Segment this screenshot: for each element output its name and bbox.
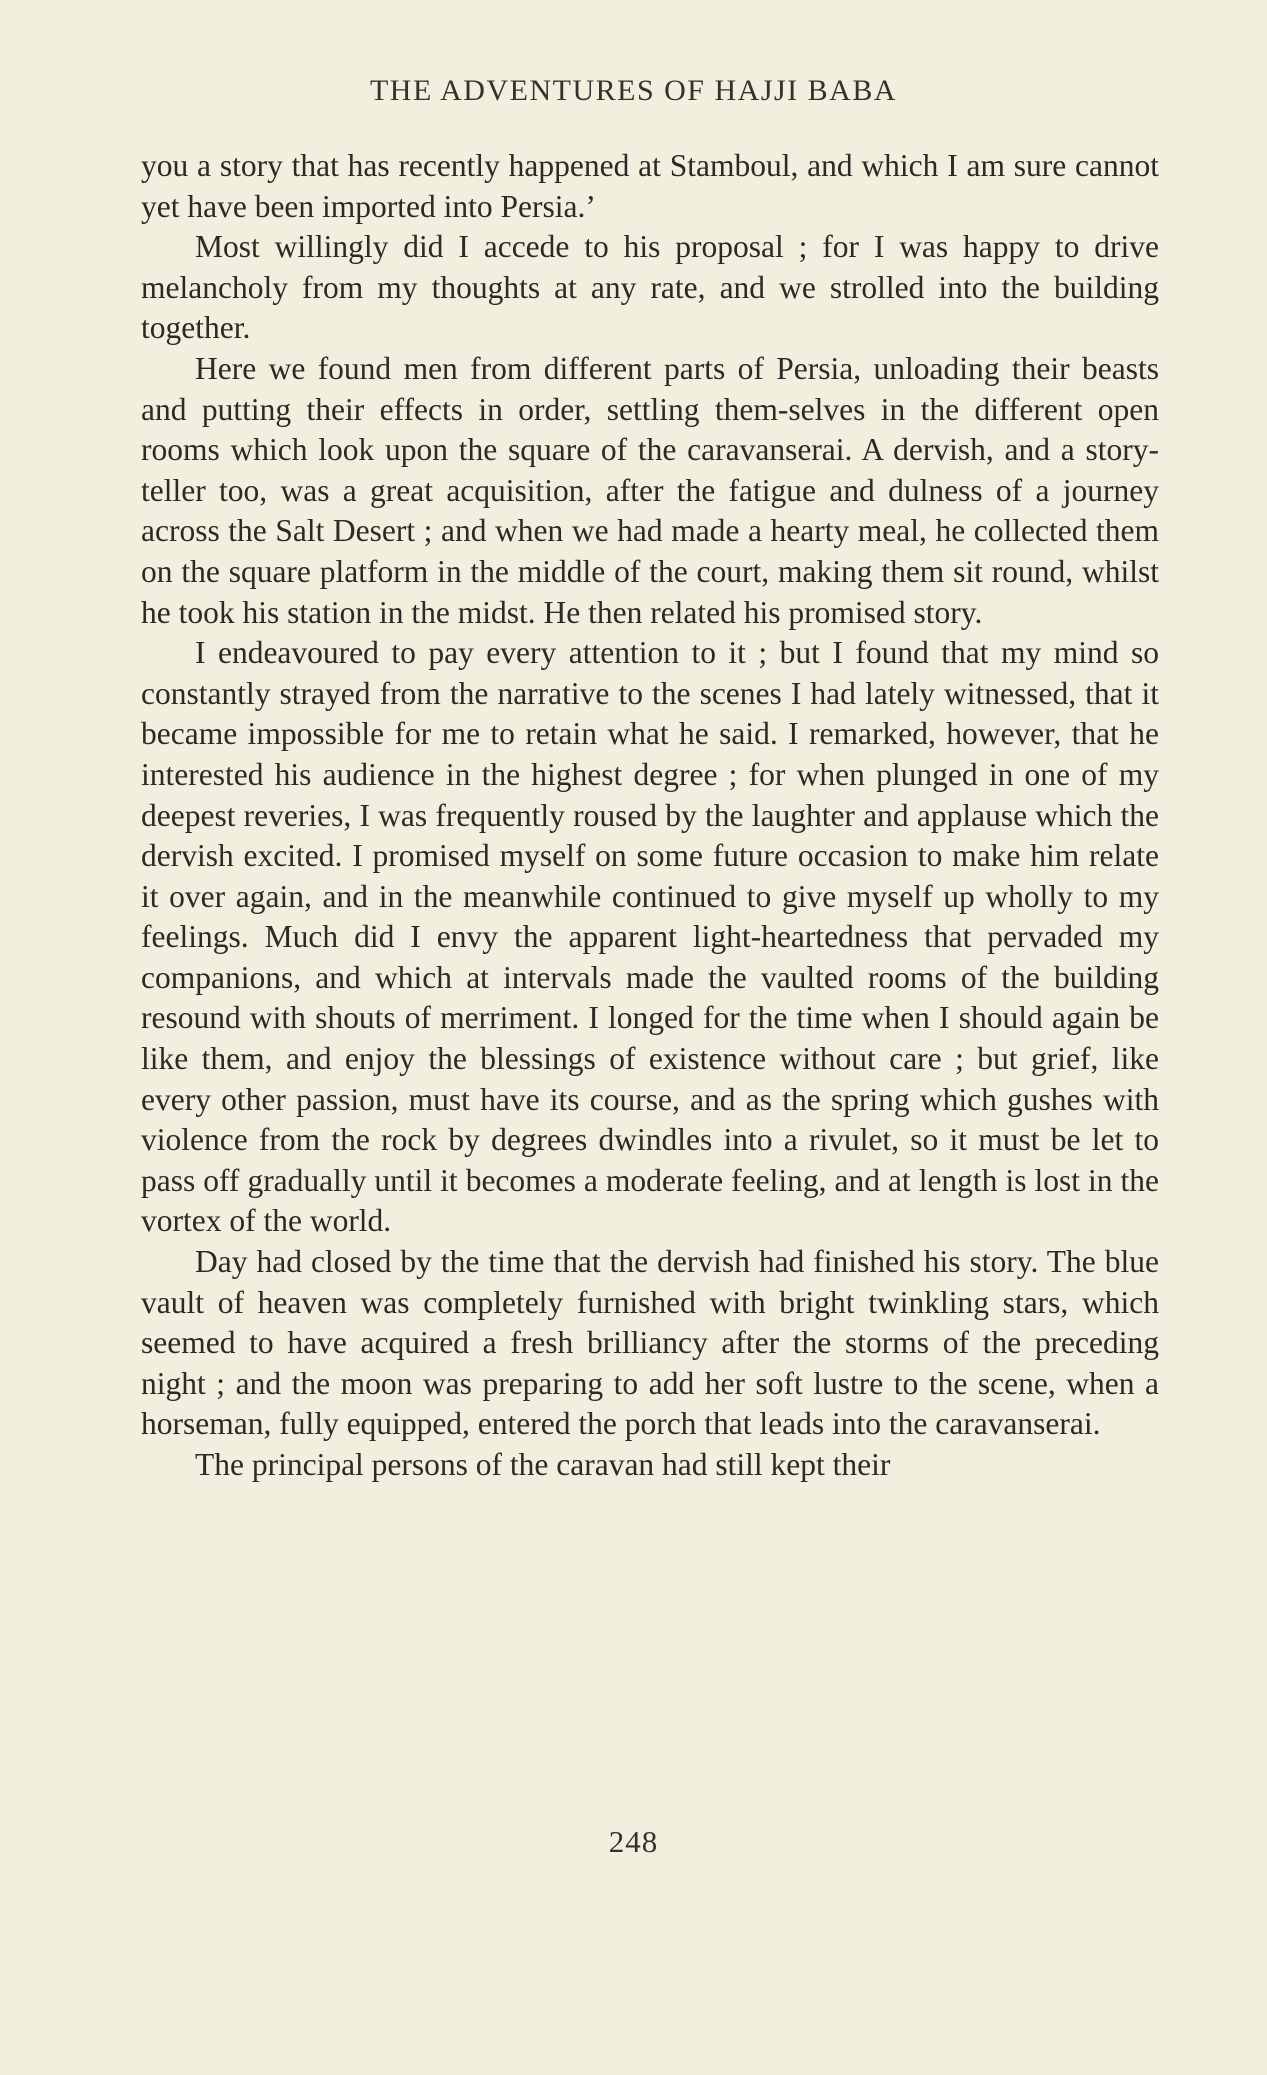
paragraph-1: you a story that has recently happened at Stamboul, and which I am sure cannot yet have been imported into Persia.’ xyxy=(141,148,1159,224)
paragraph-2: Most willingly did I accede to his proposal ; for I was happy to drive melancholy from my thoughts at any rate, and we strolled into the building together. xyxy=(141,229,1159,346)
page-number: 248 xyxy=(608,1824,659,1859)
running-head: THE ADVENTURES OF HAJJI BABA xyxy=(369,74,898,107)
paragraph-3: Here we found men from different parts of Persia, unloading their beasts and putting their effects in order, settling them-selves in the different open rooms which look upon the square of the caravanserai. A dervish, and a story-teller too, was a great acquisition, after the fatigue and dulness of a journey across the Salt Desert ; and when we had made a hearty meal, he collected them on the square platform in the middle of the court, making them sit round, whilst he took his station in the midst. He then related his promised story. xyxy=(141,350,1159,630)
paragraph-5: Day had closed by the time that the dervish had finished his story. The blue vault of heaven was completely furnished with bright twinkling stars, which seemed to have acquired a fresh brilliancy after the storms of the preceding night ; and the moon was preparing to add her soft lustre to the scene, when a horseman, fully equipped, entered the porch that leads into the caravanserai. xyxy=(141,1244,1159,1442)
paragraph-4: I endeavoured to pay every attention to it ; but I found that my mind so constantly strayed from the narrative to the scenes I had lately witnessed, that it became impossible for me to retain what he said. I remarked, however, that he interested his audience in the highest degree ; for when plunged in one of my deepest reveries, I was frequently roused by the laughter and applause which the dervish excited. I promised myself on some future occasion to make him relate it over again, and in the meanwhile continued to give myself up wholly to my feelings. Much did I envy the apparent light-heartedness that pervaded my companions, and which at intervals made the vaulted rooms of the building resound with shouts of merriment. I longed for the time when I should again be like them, and enjoy the blessings of existence without care ; but grief, like every other passion, must have its course, and as the spring which gushes with violence from the rock by degrees dwindles into a rivulet, so it must be let to pass off gradually until it becomes a moderate feeling, and at length is lost in the vortex of the world. xyxy=(141,635,1159,1239)
body-text xyxy=(141,146,1159,1486)
paragraph-6: The principal persons of the caravan had still kept their xyxy=(195,1447,891,1482)
